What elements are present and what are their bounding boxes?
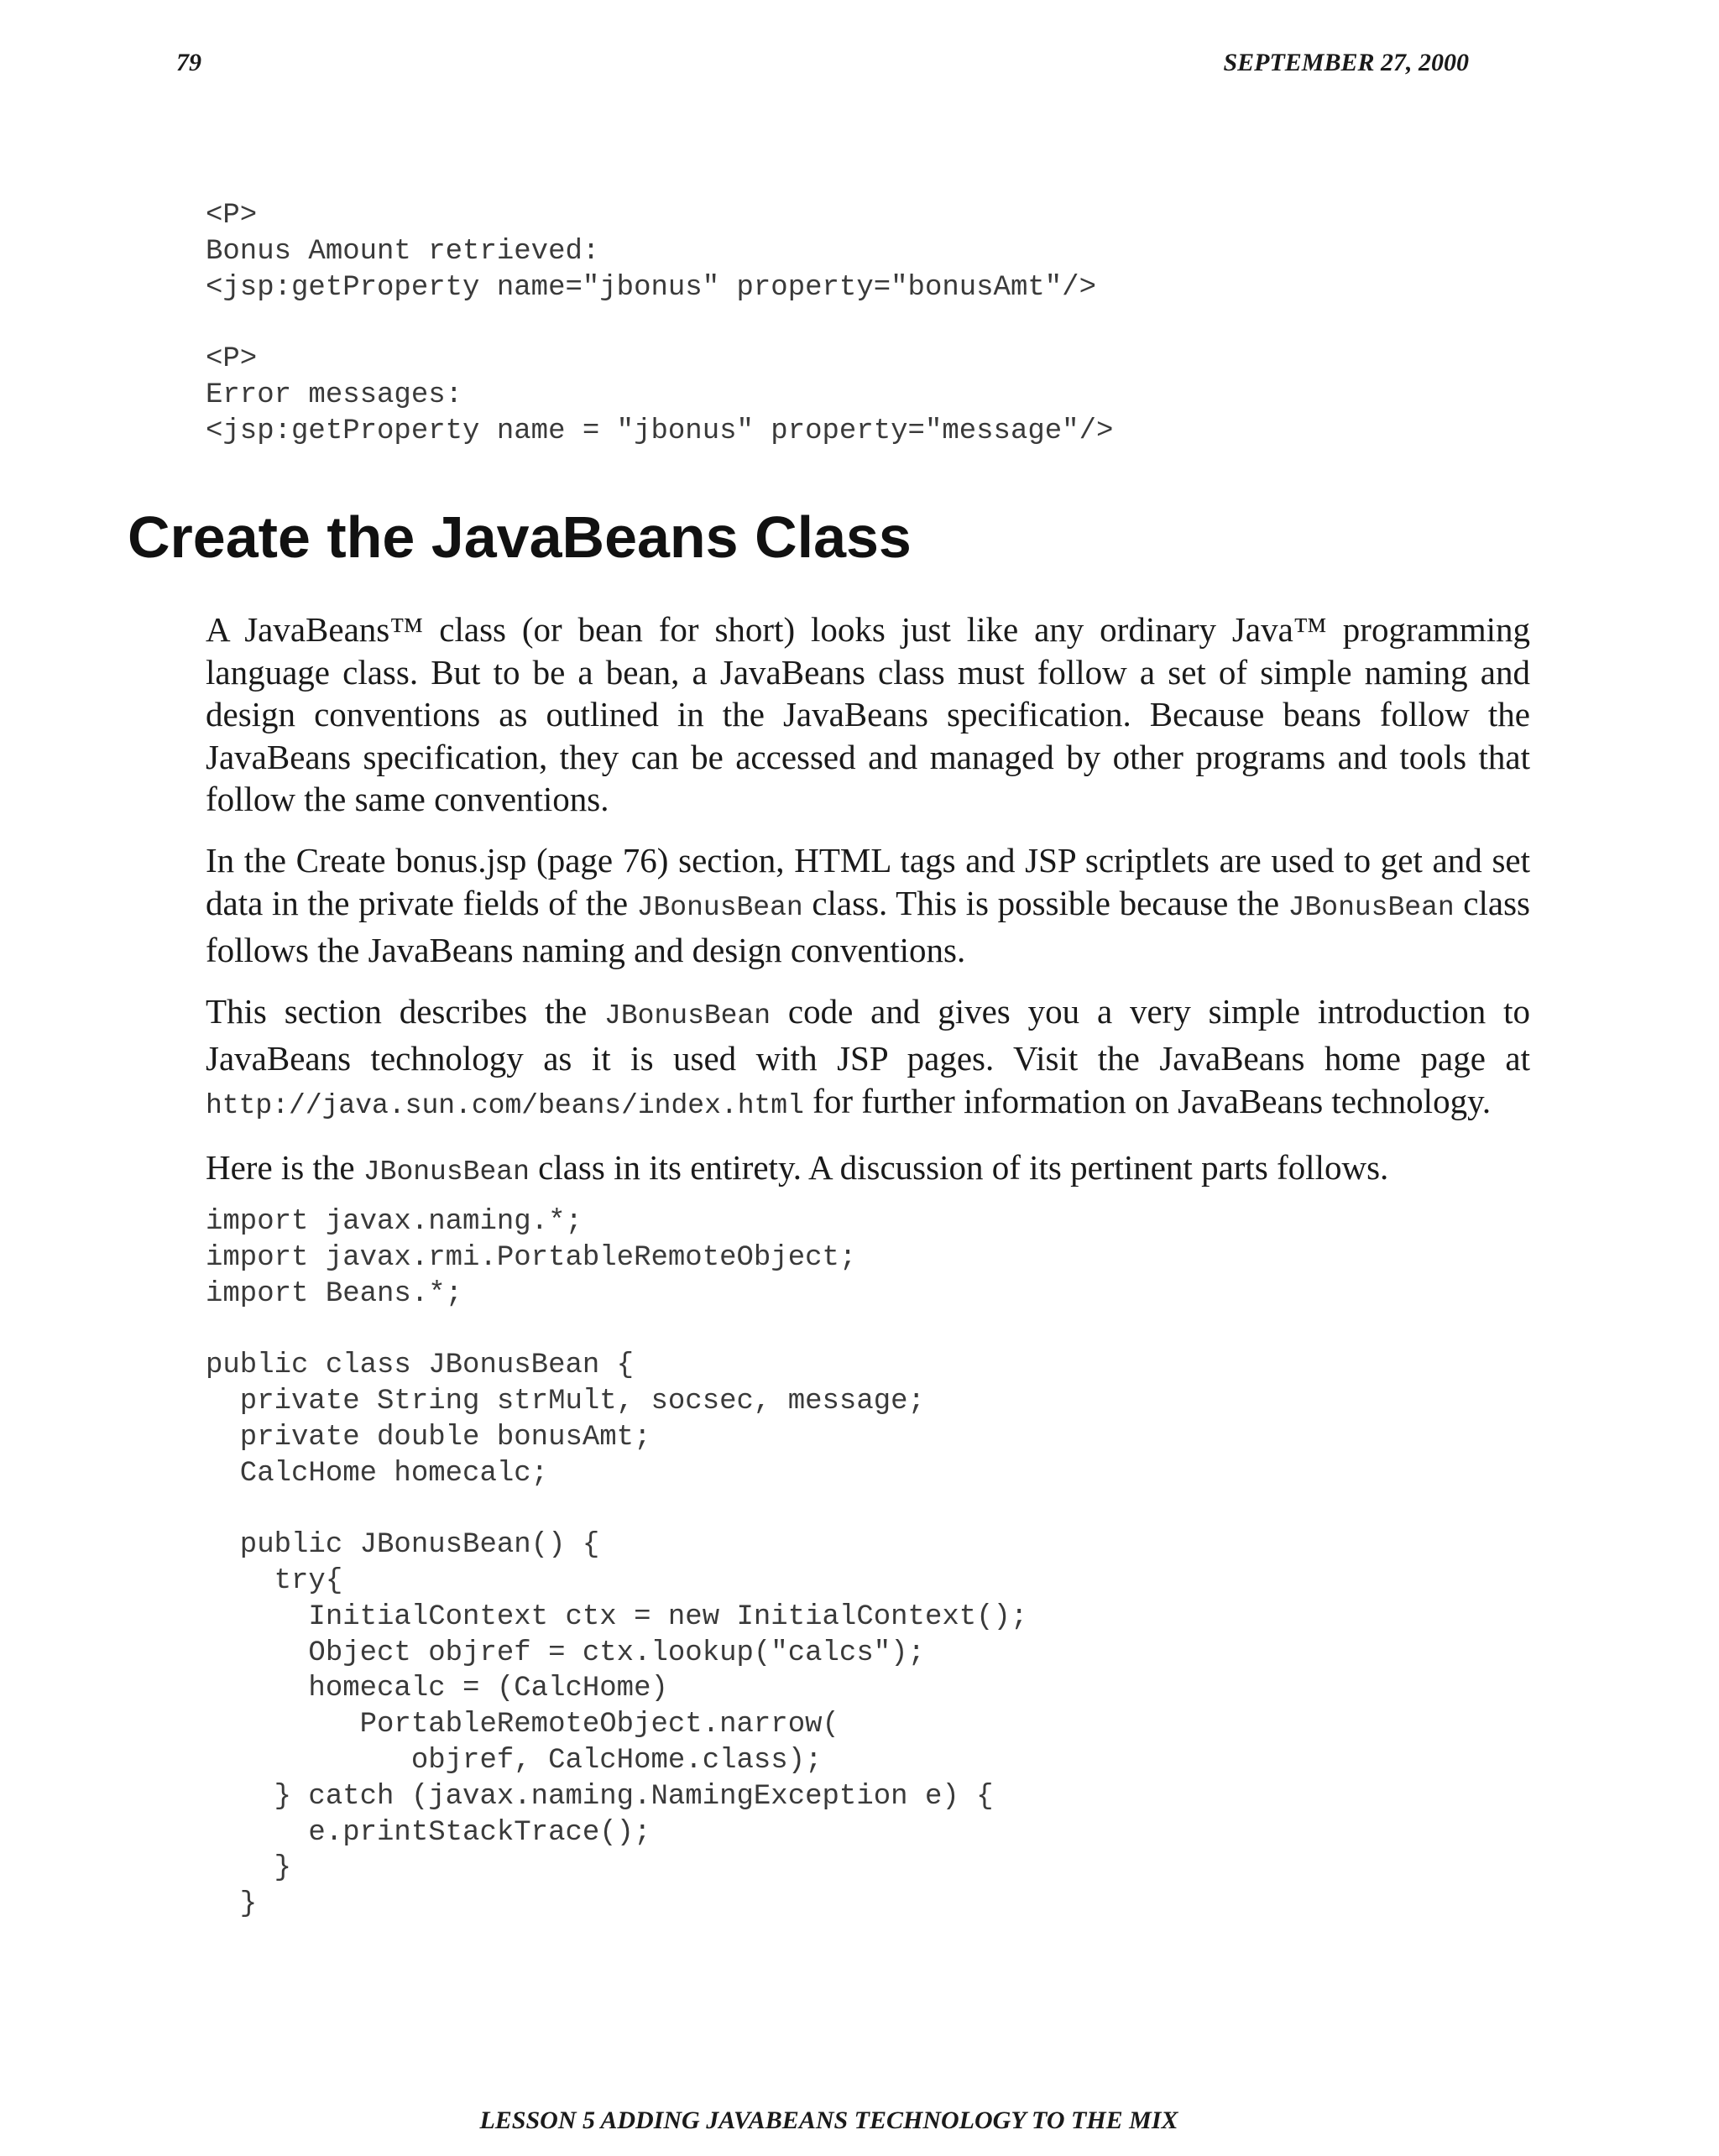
paragraph-text: Here is the [206, 1147, 363, 1187]
paragraph-text: class. This is possible because the [802, 883, 1288, 922]
paragraph-intro: A JavaBeans™ class (or bean for short) looks just like any ordinary Java™ programming language class. But to be a bean, a JavaBeans class must follow a set of simple naming and design conventions as outlined in the JavaBeans specification. Because beans follow the JavaBeans specification, they can be accessed and managed by other programs and tools that follow the same conventions. [206, 610, 1530, 819]
paragraph-text: This section describes the [206, 991, 605, 1031]
paragraph-text: class follows the JavaBeans naming and design conventions. [206, 883, 1531, 970]
inline-code: JBonusBean [363, 1156, 530, 1188]
inline-code: JBonusBean [1288, 891, 1455, 923]
paragraph-class-intro [206, 1146, 1530, 1194]
body-text [206, 608, 1530, 1212]
paragraph-text: code and gives you a very simple introduction to JavaBeans technology as it is used with JSP pages. Visit the JavaBeans home page at [206, 991, 1530, 1078]
section-heading: Create the JavaBeans Class [128, 504, 912, 570]
paragraph-create-bonus [206, 839, 1530, 972]
page-date: SEPTEMBER 27, 2000 [1223, 49, 1469, 76]
url-link: http://java.sun.com/beans/index.html [206, 1089, 804, 1121]
code-block-jsp: <P> Bonus Amount retrieved: <jsp:getProperty name="jbonus" property="bonusAmt"/> <P> Error messages: <jsp:getProperty name = "jbonus" property="message"/> [206, 200, 1114, 447]
paragraph-text: class in its entirety. A discussion of its pertinent parts follows. [529, 1147, 1389, 1187]
page-number: 79 [176, 49, 201, 76]
paragraph-text: In the Create bonus.jsp (page 76) section, HTML tags and JSP scriptlets are used to get and set data in the private fields of the [206, 840, 1530, 922]
page-footer: LESSON 5 ADDING JAVABEANS TECHNOLOGY TO THE MIX [479, 2106, 1178, 2134]
paragraph-section-description [206, 990, 1530, 1128]
inline-code: JBonusBean [636, 891, 803, 923]
code-block-java: import javax.naming.*; import javax.rmi.PortableRemoteObject; import Beans.*; public class JBonusBean { private String strMult, socsec, message; private double bonusAmt; CalcHome homecalc; public JBonusBean() { try{ InitialContext ctx = new InitialContext(); Object objref = ctx.lookup("calcs"); homecalc = (CalcHome) PortableRemoteObject.narrow( objref, CalcHome.class); } catch (javax.naming.NamingException e) { e.printStackTrace(); } } [206, 1206, 1028, 1921]
paragraph-text: for further information on JavaBeans technology. [803, 1081, 1492, 1120]
inline-code: JBonusBean [604, 1000, 771, 1031]
